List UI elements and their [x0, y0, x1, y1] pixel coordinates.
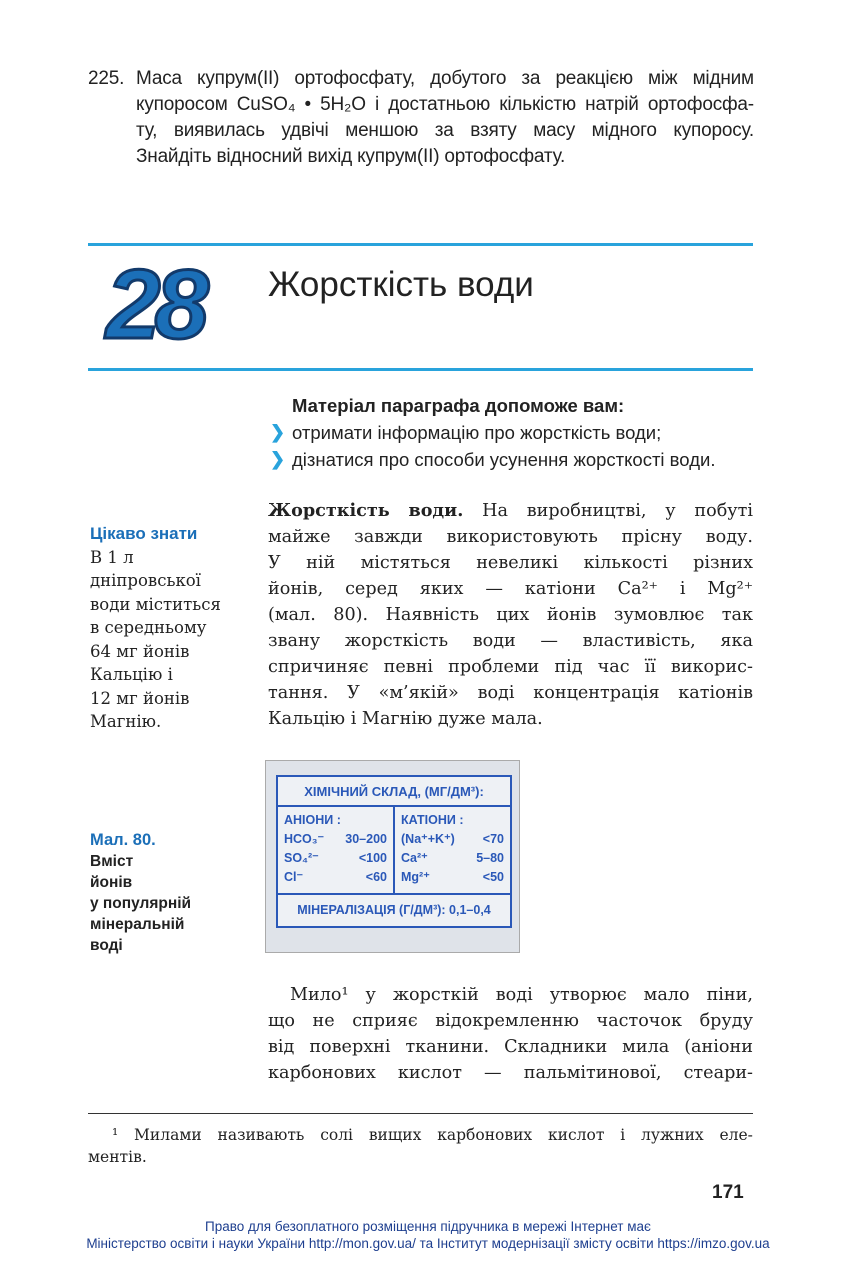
text-line: в середньому: [90, 618, 207, 637]
text-line: Вміст: [90, 853, 134, 870]
text-line: Кальцію і Магнію дуже мала.: [268, 709, 543, 729]
ion-value: <50: [482, 870, 504, 884]
legal-notice: [0, 1218, 856, 1252]
goal-item: [270, 419, 715, 446]
exercise-line: Знайдіть відносний вихід купрум(ІІ) ортофосфату.: [136, 146, 566, 167]
divider: [88, 243, 753, 246]
divider: [88, 368, 753, 371]
cations-column: [395, 807, 510, 893]
text-line: дніпровської: [90, 571, 201, 590]
did-you-know: [90, 522, 240, 734]
text-line: Мило¹ у жорсткій воді утворює мало піни,: [290, 985, 753, 1005]
ion: Mg²⁺: [401, 870, 430, 884]
ion-value: <70: [482, 832, 504, 846]
text-line: У ній містяться невеликі кількості різних: [268, 553, 753, 573]
text-line: звану жорсткість води — властивість, яка: [268, 631, 753, 651]
text-line: Кальцію і: [90, 665, 173, 684]
page-number: 171: [712, 1182, 744, 1203]
goal-text: отримати інформацію про жорсткість води;: [292, 422, 662, 443]
exercise-line: Маса купрум(ІІ) ортофосфату, добутого за реакцією між мідним: [136, 68, 754, 89]
composition-label: [276, 775, 512, 928]
text-line: (мал. 80). Наявність цих йонів зумовлює так: [268, 605, 753, 625]
text-line: спричиняє певні проблеми під час її викорис-: [268, 657, 753, 677]
did-you-know-heading: Цікаво знати: [90, 524, 198, 543]
ion: SO₄²⁻: [284, 851, 319, 865]
text-line: від поверхні тканини. Складники мила (аніони: [268, 1037, 753, 1057]
exercise-number: 225.: [88, 68, 125, 89]
text-line: Право для безоплатного розміщення підручника в мережі Інтернет має: [205, 1219, 651, 1234]
goal-text: дізнатися про способи усунення жорсткості води.: [292, 449, 716, 470]
chevron-right-icon: ❯: [270, 449, 286, 469]
text-line: ¹ Милами називають солі вищих карбонових кислот і лужних еле-: [112, 1126, 753, 1144]
exercise-line: ту, виявилась удвічі меншою за взяту масу мідного купоросу.: [136, 120, 754, 141]
text-line: карбонових кислот — пальмітинової, стеари-: [268, 1063, 753, 1083]
text-line: йонів, серед яких — катіони Ca²⁺ і Mg²⁺: [268, 579, 753, 599]
text-line: майже завжди використовують прісну воду.: [268, 527, 753, 547]
footnote-divider: [88, 1113, 753, 1114]
ion-value: <100: [358, 851, 387, 865]
text-line: ментів.: [88, 1148, 147, 1166]
goals: [270, 392, 715, 473]
cations-heading: КАТІОНИ :: [401, 813, 464, 827]
label-title: ХІМІЧНИЙ СКЛАД, (МГ/ДМ³):: [278, 777, 510, 807]
mineralization: МІНЕРАЛІЗАЦІЯ (Г/ДМ³): 0,1–0,4: [297, 903, 491, 917]
footnote: [88, 1124, 753, 1168]
chapter-title: Жорсткість води: [268, 265, 534, 304]
ion-value: 30–200: [345, 832, 387, 846]
goal-item: [270, 446, 715, 473]
text-line: В 1 л: [90, 547, 134, 567]
text-line: 12 мг йонів: [90, 688, 190, 708]
chapter-number: 28: [106, 249, 204, 359]
text-line: води міститься: [90, 594, 221, 614]
goals-heading: Матеріал параграфа допоможе вам:: [292, 395, 625, 416]
text-line: що не сприяє відокремленню часточок бруду: [268, 1011, 753, 1031]
text-line: Міністерство освіти і науки України http://mon.gov.ua/ та Інститут модернізації змісту освіти https://imzo.gov.ua: [86, 1236, 770, 1251]
exercise-225: [88, 66, 754, 170]
text-line: мінеральній: [90, 916, 185, 933]
ion-value: 5–80: [476, 851, 504, 865]
chevron-right-icon: ❯: [270, 422, 286, 442]
ion: Ca²⁺: [401, 851, 428, 865]
figure-label: Мал. 80.: [90, 831, 156, 849]
text-line: йонів: [90, 874, 133, 891]
ion: (Na⁺+K⁺): [401, 832, 455, 846]
text-line: 64 мг йонів: [90, 641, 190, 661]
text-line: воді: [90, 937, 123, 954]
text-line: Жорсткість води. На виробництві, у побуті: [268, 500, 753, 521]
body-paragraph-1: [268, 498, 753, 732]
anions-heading: АНІОНИ :: [284, 813, 341, 827]
mineral-water-label-photo: [265, 760, 520, 953]
text-line: тання. У «м’якій» воді концентрація катіонів: [268, 683, 753, 703]
ion: HCO₃⁻: [284, 832, 325, 846]
text-line: Магнію.: [90, 712, 162, 731]
ion-value: <60: [365, 870, 387, 884]
anions-column: [278, 807, 395, 893]
figure-caption: [90, 830, 240, 956]
exercise-line: купоросом CuSO₄ • 5H₂O і достатньою кількістю натрій ортофосфа-: [136, 94, 754, 115]
text-line: у популярній: [90, 895, 192, 912]
ion: Cl⁻: [284, 870, 304, 884]
body-paragraph-2: [268, 982, 753, 1086]
